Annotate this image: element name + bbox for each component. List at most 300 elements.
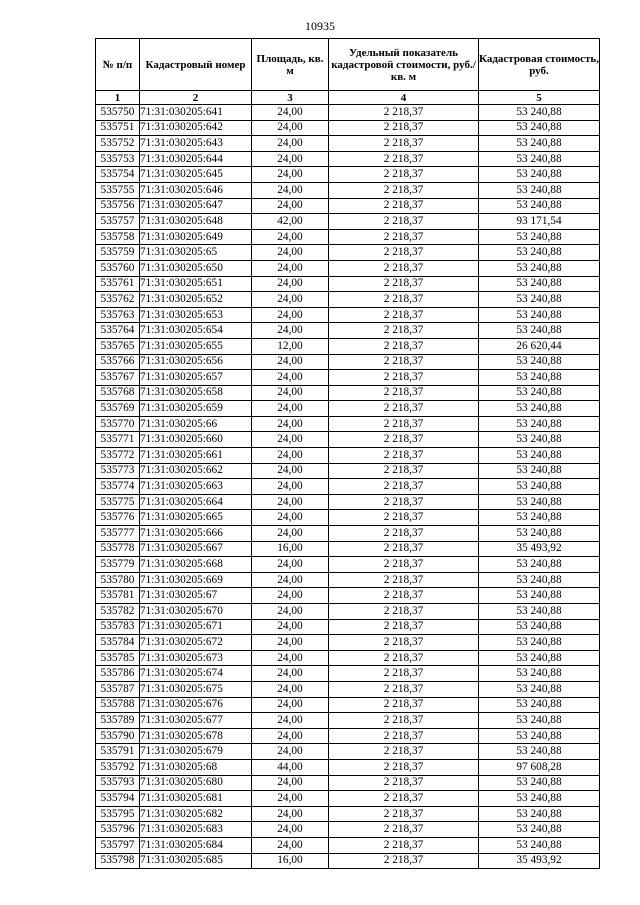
row-index-cell: 535781 xyxy=(96,588,140,604)
row-index-cell: 535769 xyxy=(96,401,140,417)
area-cell: 24,00 xyxy=(252,151,329,167)
table-row xyxy=(96,323,600,339)
row-index-cell: 535793 xyxy=(96,775,140,791)
area-cell: 24,00 xyxy=(252,635,329,651)
cadastral-number-cell: 71:31:030205:674 xyxy=(140,666,252,682)
row-index-cell: 535785 xyxy=(96,650,140,666)
cadastral-number-cell: 71:31:030205:651 xyxy=(140,276,252,292)
cadastral-number-cell: 71:31:030205:680 xyxy=(140,775,252,791)
cadastral-cost-cell: 53 240,88 xyxy=(479,728,600,744)
unit-rate-cell: 2 218,37 xyxy=(329,245,479,261)
row-index-cell: 535756 xyxy=(96,198,140,214)
cadastral-number-cell: 71:31:030205:662 xyxy=(140,463,252,479)
area-cell: 24,00 xyxy=(252,276,329,292)
cadastral-cost-cell: 53 240,88 xyxy=(479,791,600,807)
unit-rate-cell: 2 218,37 xyxy=(329,151,479,167)
row-index-cell: 535778 xyxy=(96,541,140,557)
cadastral-number-cell: 71:31:030205:672 xyxy=(140,635,252,651)
cadastral-cost-cell: 53 240,88 xyxy=(479,120,600,136)
cadastral-cost-cell: 53 240,88 xyxy=(479,385,600,401)
cadastral-cost-cell: 53 240,88 xyxy=(479,307,600,323)
cadastral-cost-cell: 53 240,88 xyxy=(479,713,600,729)
area-cell: 24,00 xyxy=(252,354,329,370)
area-cell: 24,00 xyxy=(252,526,329,542)
unit-rate-cell: 2 218,37 xyxy=(329,136,479,152)
cadastral-number-cell: 71:31:030205:655 xyxy=(140,338,252,354)
cadastral-number-cell: 71:31:030205:67 xyxy=(140,588,252,604)
table-row xyxy=(96,136,600,152)
cadastral-cost-cell: 53 240,88 xyxy=(479,245,600,261)
header-area: Площадь, кв. м xyxy=(252,39,329,91)
cadastral-number-cell: 71:31:030205:66 xyxy=(140,416,252,432)
cadastral-number-cell: 71:31:030205:682 xyxy=(140,806,252,822)
unit-rate-cell: 2 218,37 xyxy=(329,837,479,853)
cadastral-cost-cell: 35 493,92 xyxy=(479,541,600,557)
cadastral-cost-cell: 53 240,88 xyxy=(479,448,600,464)
row-index-cell: 535774 xyxy=(96,479,140,495)
cadastral-number-cell: 71:31:030205:681 xyxy=(140,791,252,807)
row-index-cell: 535782 xyxy=(96,604,140,620)
cadastral-number-cell: 71:31:030205:665 xyxy=(140,510,252,526)
cadastral-cost-cell: 53 240,88 xyxy=(479,260,600,276)
column-number: 3 xyxy=(252,91,329,105)
area-cell: 24,00 xyxy=(252,136,329,152)
row-index-cell: 535798 xyxy=(96,853,140,869)
page-number: 10935 xyxy=(305,19,335,33)
unit-rate-cell: 2 218,37 xyxy=(329,416,479,432)
table-row xyxy=(96,292,600,308)
cadastral-number-cell: 71:31:030205:666 xyxy=(140,526,252,542)
cadastral-cost-cell: 35 493,92 xyxy=(479,853,600,869)
table-row xyxy=(96,744,600,760)
cadastral-number-cell: 71:31:030205:667 xyxy=(140,541,252,557)
row-index-cell: 535775 xyxy=(96,494,140,510)
area-cell: 24,00 xyxy=(252,198,329,214)
cadastral-cost-cell: 53 240,88 xyxy=(479,588,600,604)
unit-rate-cell: 2 218,37 xyxy=(329,822,479,838)
cadastral-number-cell: 71:31:030205:664 xyxy=(140,494,252,510)
cadastral-cost-cell: 53 240,88 xyxy=(479,276,600,292)
cadastral-cost-cell: 53 240,88 xyxy=(479,463,600,479)
row-index-cell: 535790 xyxy=(96,728,140,744)
table-row xyxy=(96,354,600,370)
table-row xyxy=(96,837,600,853)
unit-rate-cell: 2 218,37 xyxy=(329,604,479,620)
header-cadastral-cost: Кадастровая стоимость, руб. xyxy=(479,39,600,91)
unit-rate-cell: 2 218,37 xyxy=(329,728,479,744)
header-index: № п/п xyxy=(96,39,140,91)
area-cell: 24,00 xyxy=(252,448,329,464)
table-row xyxy=(96,167,600,183)
table-row xyxy=(96,526,600,542)
table-row xyxy=(96,151,600,167)
area-cell: 16,00 xyxy=(252,541,329,557)
area-cell: 24,00 xyxy=(252,479,329,495)
area-cell: 24,00 xyxy=(252,619,329,635)
row-index-cell: 535758 xyxy=(96,229,140,245)
row-index-cell: 535764 xyxy=(96,323,140,339)
unit-rate-cell: 2 218,37 xyxy=(329,572,479,588)
unit-rate-cell: 2 218,37 xyxy=(329,541,479,557)
cadastral-cost-cell: 53 240,88 xyxy=(479,105,600,121)
area-cell: 24,00 xyxy=(252,245,329,261)
unit-rate-cell: 2 218,37 xyxy=(329,806,479,822)
row-index-cell: 535792 xyxy=(96,759,140,775)
unit-rate-cell: 2 218,37 xyxy=(329,198,479,214)
unit-rate-cell: 2 218,37 xyxy=(329,635,479,651)
area-cell: 24,00 xyxy=(252,728,329,744)
table-row xyxy=(96,276,600,292)
cadastral-cost-cell: 53 240,88 xyxy=(479,323,600,339)
unit-rate-cell: 2 218,37 xyxy=(329,448,479,464)
area-cell: 24,00 xyxy=(252,775,329,791)
cadastral-cost-cell: 53 240,88 xyxy=(479,526,600,542)
row-index-cell: 535768 xyxy=(96,385,140,401)
table-row xyxy=(96,370,600,386)
cadastral-cost-cell: 53 240,88 xyxy=(479,837,600,853)
column-number: 5 xyxy=(479,91,600,105)
table-row xyxy=(96,822,600,838)
header-cadastral-number: Кадастровый номер xyxy=(140,39,252,91)
cadastral-cost-cell: 53 240,88 xyxy=(479,167,600,183)
area-cell: 24,00 xyxy=(252,120,329,136)
area-cell: 24,00 xyxy=(252,791,329,807)
row-index-cell: 535770 xyxy=(96,416,140,432)
row-index-cell: 535757 xyxy=(96,214,140,230)
area-cell: 24,00 xyxy=(252,432,329,448)
area-cell: 24,00 xyxy=(252,182,329,198)
unit-rate-cell: 2 218,37 xyxy=(329,214,479,230)
row-index-cell: 535763 xyxy=(96,307,140,323)
cadastral-number-cell: 71:31:030205:663 xyxy=(140,479,252,495)
table-row xyxy=(96,728,600,744)
cadastral-number-cell: 71:31:030205:679 xyxy=(140,744,252,760)
unit-rate-cell: 2 218,37 xyxy=(329,463,479,479)
row-index-cell: 535780 xyxy=(96,572,140,588)
area-cell: 24,00 xyxy=(252,604,329,620)
cadastral-cost-cell: 53 240,88 xyxy=(479,650,600,666)
unit-rate-cell: 2 218,37 xyxy=(329,401,479,417)
unit-rate-cell: 2 218,37 xyxy=(329,385,479,401)
area-cell: 24,00 xyxy=(252,260,329,276)
unit-rate-cell: 2 218,37 xyxy=(329,479,479,495)
cadastral-cost-cell: 53 240,88 xyxy=(479,572,600,588)
cadastral-cost-cell: 53 240,88 xyxy=(479,136,600,152)
cadastral-cost-cell: 53 240,88 xyxy=(479,775,600,791)
cadastral-cost-cell: 53 240,88 xyxy=(479,370,600,386)
area-cell: 24,00 xyxy=(252,370,329,386)
area-cell: 24,00 xyxy=(252,385,329,401)
row-index-cell: 535779 xyxy=(96,557,140,573)
cadastral-number-cell: 71:31:030205:661 xyxy=(140,448,252,464)
area-cell: 24,00 xyxy=(252,463,329,479)
cadastral-cost-cell: 93 171,54 xyxy=(479,214,600,230)
cadastral-number-cell: 71:31:030205:676 xyxy=(140,697,252,713)
row-index-cell: 535783 xyxy=(96,619,140,635)
column-number-row xyxy=(96,91,600,105)
unit-rate-cell: 2 218,37 xyxy=(329,650,479,666)
row-index-cell: 535767 xyxy=(96,370,140,386)
area-cell: 24,00 xyxy=(252,588,329,604)
table-row xyxy=(96,245,600,261)
cadastral-cost-cell: 53 240,88 xyxy=(479,666,600,682)
area-cell: 24,00 xyxy=(252,307,329,323)
cadastral-cost-cell: 53 240,88 xyxy=(479,822,600,838)
cadastral-cost-cell: 53 240,88 xyxy=(479,681,600,697)
row-index-cell: 535752 xyxy=(96,136,140,152)
row-index-cell: 535777 xyxy=(96,526,140,542)
area-cell: 44,00 xyxy=(252,759,329,775)
unit-rate-cell: 2 218,37 xyxy=(329,526,479,542)
area-cell: 24,00 xyxy=(252,557,329,573)
cadastral-cost-cell: 53 240,88 xyxy=(479,401,600,417)
table-row xyxy=(96,479,600,495)
unit-rate-cell: 2 218,37 xyxy=(329,713,479,729)
area-cell: 24,00 xyxy=(252,837,329,853)
unit-rate-cell: 2 218,37 xyxy=(329,775,479,791)
cadastral-cost-cell: 53 240,88 xyxy=(479,354,600,370)
row-index-cell: 535755 xyxy=(96,182,140,198)
unit-rate-cell: 2 218,37 xyxy=(329,167,479,183)
cadastral-number-cell: 71:31:030205:65 xyxy=(140,245,252,261)
row-index-cell: 535760 xyxy=(96,260,140,276)
row-index-cell: 535788 xyxy=(96,697,140,713)
header-unit-rate: Удельный показатель кадастровой стоимости, руб./кв. м xyxy=(329,39,479,91)
area-cell: 24,00 xyxy=(252,713,329,729)
unit-rate-cell: 2 218,37 xyxy=(329,338,479,354)
cadastral-number-cell: 71:31:030205:654 xyxy=(140,323,252,339)
table-row xyxy=(96,713,600,729)
area-cell: 24,00 xyxy=(252,494,329,510)
cadastral-number-cell: 71:31:030205:649 xyxy=(140,229,252,245)
cadastral-number-cell: 71:31:030205:683 xyxy=(140,822,252,838)
cadastral-cost-cell: 26 620,44 xyxy=(479,338,600,354)
cadastral-cost-cell: 53 240,88 xyxy=(479,432,600,448)
unit-rate-cell: 2 218,37 xyxy=(329,494,479,510)
cadastral-number-cell: 71:31:030205:658 xyxy=(140,385,252,401)
cadastral-number-cell: 71:31:030205:652 xyxy=(140,292,252,308)
table-row xyxy=(96,791,600,807)
table-row xyxy=(96,214,600,230)
cadastral-number-cell: 71:31:030205:671 xyxy=(140,619,252,635)
table-row xyxy=(96,385,600,401)
unit-rate-cell: 2 218,37 xyxy=(329,432,479,448)
row-index-cell: 535751 xyxy=(96,120,140,136)
unit-rate-cell: 2 218,37 xyxy=(329,229,479,245)
area-cell: 24,00 xyxy=(252,806,329,822)
area-cell: 24,00 xyxy=(252,822,329,838)
row-index-cell: 535750 xyxy=(96,105,140,121)
table-row xyxy=(96,650,600,666)
area-cell: 24,00 xyxy=(252,681,329,697)
unit-rate-cell: 2 218,37 xyxy=(329,853,479,869)
row-index-cell: 535762 xyxy=(96,292,140,308)
table-header xyxy=(96,39,600,105)
unit-rate-cell: 2 218,37 xyxy=(329,323,479,339)
table-row xyxy=(96,307,600,323)
row-index-cell: 535771 xyxy=(96,432,140,448)
row-index-cell: 535754 xyxy=(96,167,140,183)
table-row xyxy=(96,198,600,214)
row-index-cell: 535791 xyxy=(96,744,140,760)
cadastral-cost-cell: 53 240,88 xyxy=(479,182,600,198)
cadastral-cost-cell: 53 240,88 xyxy=(479,416,600,432)
table-row xyxy=(96,416,600,432)
cadastral-cost-cell: 53 240,88 xyxy=(479,619,600,635)
cadastral-number-cell: 71:31:030205:675 xyxy=(140,681,252,697)
row-index-cell: 535761 xyxy=(96,276,140,292)
unit-rate-cell: 2 218,37 xyxy=(329,120,479,136)
cadastral-number-cell: 71:31:030205:657 xyxy=(140,370,252,386)
header-row xyxy=(96,39,600,91)
cadastral-cost-cell: 53 240,88 xyxy=(479,151,600,167)
cadastral-cost-cell: 53 240,88 xyxy=(479,557,600,573)
table-row xyxy=(96,572,600,588)
table-row xyxy=(96,697,600,713)
table-row xyxy=(96,229,600,245)
table-row xyxy=(96,105,600,121)
area-cell: 16,00 xyxy=(252,853,329,869)
table-row xyxy=(96,666,600,682)
table-row xyxy=(96,604,600,620)
unit-rate-cell: 2 218,37 xyxy=(329,105,479,121)
cadastral-number-cell: 71:31:030205:659 xyxy=(140,401,252,417)
cadastral-cost-cell: 53 240,88 xyxy=(479,806,600,822)
row-index-cell: 535772 xyxy=(96,448,140,464)
area-cell: 24,00 xyxy=(252,416,329,432)
cadastral-number-cell: 71:31:030205:673 xyxy=(140,650,252,666)
area-cell: 24,00 xyxy=(252,650,329,666)
table-row xyxy=(96,338,600,354)
cadastral-cost-cell: 97 608,28 xyxy=(479,759,600,775)
unit-rate-cell: 2 218,37 xyxy=(329,370,479,386)
area-cell: 24,00 xyxy=(252,510,329,526)
unit-rate-cell: 2 218,37 xyxy=(329,619,479,635)
table-row xyxy=(96,541,600,557)
cadastral-number-cell: 71:31:030205:653 xyxy=(140,307,252,323)
area-cell: 24,00 xyxy=(252,744,329,760)
cadastral-cost-cell: 53 240,88 xyxy=(479,494,600,510)
unit-rate-cell: 2 218,37 xyxy=(329,791,479,807)
cadastral-cost-cell: 53 240,88 xyxy=(479,198,600,214)
cadastral-cost-cell: 53 240,88 xyxy=(479,635,600,651)
area-cell: 24,00 xyxy=(252,323,329,339)
table-row xyxy=(96,401,600,417)
row-index-cell: 535789 xyxy=(96,713,140,729)
area-cell: 24,00 xyxy=(252,666,329,682)
cadastral-cost-cell: 53 240,88 xyxy=(479,744,600,760)
row-index-cell: 535766 xyxy=(96,354,140,370)
row-index-cell: 535795 xyxy=(96,806,140,822)
row-index-cell: 535759 xyxy=(96,245,140,261)
unit-rate-cell: 2 218,37 xyxy=(329,276,479,292)
table-row xyxy=(96,681,600,697)
table-row xyxy=(96,775,600,791)
area-cell: 42,00 xyxy=(252,214,329,230)
column-number: 4 xyxy=(329,91,479,105)
cadastral-number-cell: 71:31:030205:646 xyxy=(140,182,252,198)
area-cell: 12,00 xyxy=(252,338,329,354)
cadastral-number-cell: 71:31:030205:648 xyxy=(140,214,252,230)
row-index-cell: 535753 xyxy=(96,151,140,167)
cadastral-number-cell: 71:31:030205:645 xyxy=(140,167,252,183)
area-cell: 24,00 xyxy=(252,292,329,308)
table-row xyxy=(96,448,600,464)
cadastral-number-cell: 71:31:030205:642 xyxy=(140,120,252,136)
cadastral-number-cell: 71:31:030205:678 xyxy=(140,728,252,744)
row-index-cell: 535787 xyxy=(96,681,140,697)
row-index-cell: 535794 xyxy=(96,791,140,807)
cadastral-number-cell: 71:31:030205:641 xyxy=(140,105,252,121)
unit-rate-cell: 2 218,37 xyxy=(329,354,479,370)
unit-rate-cell: 2 218,37 xyxy=(329,182,479,198)
row-index-cell: 535776 xyxy=(96,510,140,526)
table-row xyxy=(96,619,600,635)
row-index-cell: 535797 xyxy=(96,837,140,853)
cadastral-number-cell: 71:31:030205:68 xyxy=(140,759,252,775)
row-index-cell: 535773 xyxy=(96,463,140,479)
unit-rate-cell: 2 218,37 xyxy=(329,697,479,713)
cadastral-number-cell: 71:31:030205:685 xyxy=(140,853,252,869)
cadastral-number-cell: 71:31:030205:684 xyxy=(140,837,252,853)
unit-rate-cell: 2 218,37 xyxy=(329,744,479,760)
cadastral-table xyxy=(95,38,600,869)
table-row xyxy=(96,260,600,276)
cadastral-cost-cell: 53 240,88 xyxy=(479,479,600,495)
cadastral-cost-cell: 53 240,88 xyxy=(479,510,600,526)
column-number: 1 xyxy=(96,91,140,105)
table-row xyxy=(96,120,600,136)
table-row xyxy=(96,557,600,573)
cadastral-number-cell: 71:31:030205:643 xyxy=(140,136,252,152)
cadastral-number-cell: 71:31:030205:660 xyxy=(140,432,252,448)
area-cell: 24,00 xyxy=(252,401,329,417)
cadastral-number-cell: 71:31:030205:650 xyxy=(140,260,252,276)
cadastral-number-cell: 71:31:030205:670 xyxy=(140,604,252,620)
unit-rate-cell: 2 218,37 xyxy=(329,510,479,526)
cadastral-number-cell: 71:31:030205:656 xyxy=(140,354,252,370)
area-cell: 24,00 xyxy=(252,572,329,588)
table-row xyxy=(96,853,600,869)
unit-rate-cell: 2 218,37 xyxy=(329,260,479,276)
table-row xyxy=(96,510,600,526)
cadastral-cost-cell: 53 240,88 xyxy=(479,697,600,713)
row-index-cell: 535796 xyxy=(96,822,140,838)
row-index-cell: 535765 xyxy=(96,338,140,354)
row-index-cell: 535786 xyxy=(96,666,140,682)
area-cell: 24,00 xyxy=(252,167,329,183)
table-row xyxy=(96,432,600,448)
area-cell: 24,00 xyxy=(252,229,329,245)
unit-rate-cell: 2 218,37 xyxy=(329,292,479,308)
table-body xyxy=(96,105,600,869)
row-index-cell: 535784 xyxy=(96,635,140,651)
table-row xyxy=(96,588,600,604)
table-row xyxy=(96,463,600,479)
cadastral-number-cell: 71:31:030205:647 xyxy=(140,198,252,214)
unit-rate-cell: 2 218,37 xyxy=(329,557,479,573)
area-cell: 24,00 xyxy=(252,697,329,713)
table-row xyxy=(96,759,600,775)
table-row xyxy=(96,635,600,651)
column-number: 2 xyxy=(140,91,252,105)
cadastral-number-cell: 71:31:030205:669 xyxy=(140,572,252,588)
cadastral-cost-cell: 53 240,88 xyxy=(479,604,600,620)
table-row xyxy=(96,494,600,510)
unit-rate-cell: 2 218,37 xyxy=(329,681,479,697)
area-cell: 24,00 xyxy=(252,105,329,121)
cadastral-number-cell: 71:31:030205:677 xyxy=(140,713,252,729)
